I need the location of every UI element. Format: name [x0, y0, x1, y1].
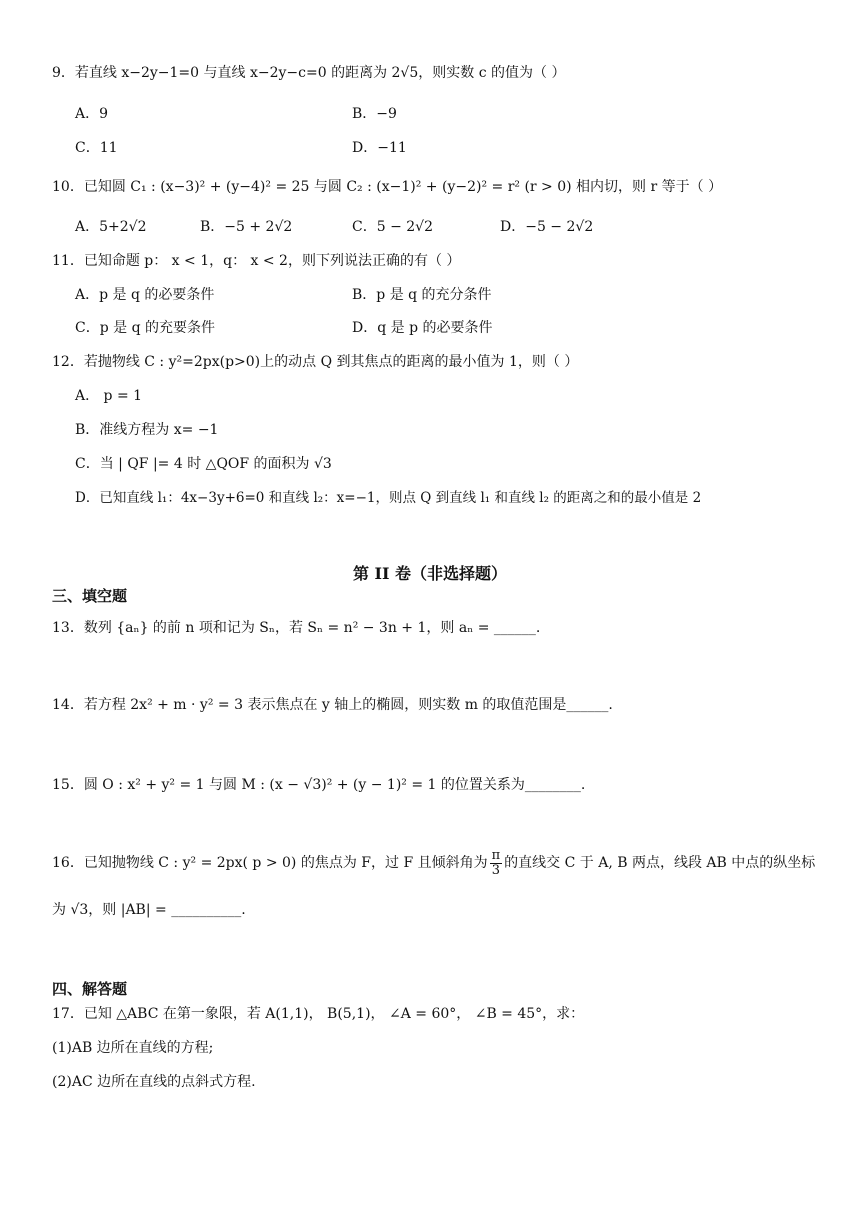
question-11-option-c: C．p 是 q 的充要条件 — [75, 320, 215, 336]
question-14: 14．若方程 2x² + m · y² = 3 表示焦点在 y 轴上的椭圆，则实数 m 的取值范围是______. — [52, 697, 613, 713]
question-16-text-a: 16．已知抛物线 C : y² = 2px( p > 0) 的焦点为 F，过 F 且倾斜角为 — [52, 855, 488, 871]
question-9-option-d: D．−11 — [352, 140, 407, 156]
question-12-option-a: A． p = 1 — [75, 388, 143, 404]
section-3-title: 三、填空题 — [52, 587, 128, 605]
section-4-title: 四、解答题 — [52, 980, 128, 998]
question-10-option-d: D．−5 − 2√2 — [500, 219, 594, 235]
question-9-option-c: C．11 — [75, 140, 118, 156]
question-16-text-b: 的直线交 C 于 A, B 两点，线段 AB 中点的纵坐标 — [504, 855, 816, 871]
question-17-stem: 17．已知 △ABC 在第一象限，若 A(1,1)， B(5,1)， ∠A = 60°， ∠B = 45°，求： — [52, 1006, 585, 1022]
question-12-option-d: D．已知直线 l₁：4x−3y+6=0 和直线 l₂：x=−1，则点 Q 到直线 l₁ 和直线 l₂ 的距离之和的最小值是 2 — [75, 490, 702, 506]
question-9-stem: 9．若直线 x−2y−1=0 与直线 x−2y−c=0 的距离为 2√5，则实数 c 的值为（ ） — [52, 65, 566, 81]
question-11-stem: 11．已知命题 p： x < 1，q： x < 2，则下列说法正确的有（ ） — [52, 253, 461, 269]
question-10-option-a: A．5+2√2 — [75, 219, 147, 235]
question-9-option-a: A．9 — [75, 106, 109, 122]
fraction-denominator: 3 — [491, 862, 501, 878]
question-11-option-d: D．q 是 p 的必要条件 — [352, 320, 493, 336]
question-11-option-a: A．p 是 q 的必要条件 — [75, 287, 215, 303]
question-16-fraction — [490, 849, 503, 878]
fraction-numerator: π — [491, 847, 501, 863]
question-13: 13．数列 {aₙ} 的前 n 项和记为 Sₙ，若 Sₙ = n² − 3n + 1，则 aₙ = ______. — [52, 620, 541, 636]
question-15: 15．圆 O : x² + y² = 1 与圆 M : (x − √3)² + (y − 1)² = 1 的位置关系为________. — [52, 777, 586, 793]
question-11-option-b: B．p 是 q 的充分条件 — [352, 287, 492, 303]
question-17-part-1: (1)AB 边所在直线的方程; — [52, 1040, 214, 1056]
question-16-line-2: 为 √3，则 |AB| = __________. — [52, 902, 246, 918]
question-17-part-2: (2)AC 边所在直线的点斜式方程. — [52, 1074, 256, 1090]
question-10-option-b: B．−5 + 2√2 — [200, 219, 293, 235]
question-16-line-1 — [52, 846, 815, 880]
question-10-stem: 10．已知圆 C₁ : (x−3)² + (y−4)² = 25 与圆 C₂ : (x−1)² + (y−2)² = r² (r > 0) 相内切，则 r 等于（ ） — [52, 179, 723, 195]
question-9-option-b: B．−9 — [352, 106, 397, 122]
part-2-title: 第 II 卷（非选择题） — [352, 564, 508, 583]
question-12-option-c: C．当 | QF |= 4 时 △QOF 的面积为 √3 — [75, 456, 332, 472]
question-10-option-c: C．5 − 2√2 — [352, 219, 433, 235]
question-12-stem: 12．若抛物线 C : y²=2px(p>0)上的动点 Q 到其焦点的距离的最小值为 1，则（ ） — [52, 354, 579, 370]
question-12-option-b: B．准线方程为 x= −1 — [75, 422, 219, 438]
